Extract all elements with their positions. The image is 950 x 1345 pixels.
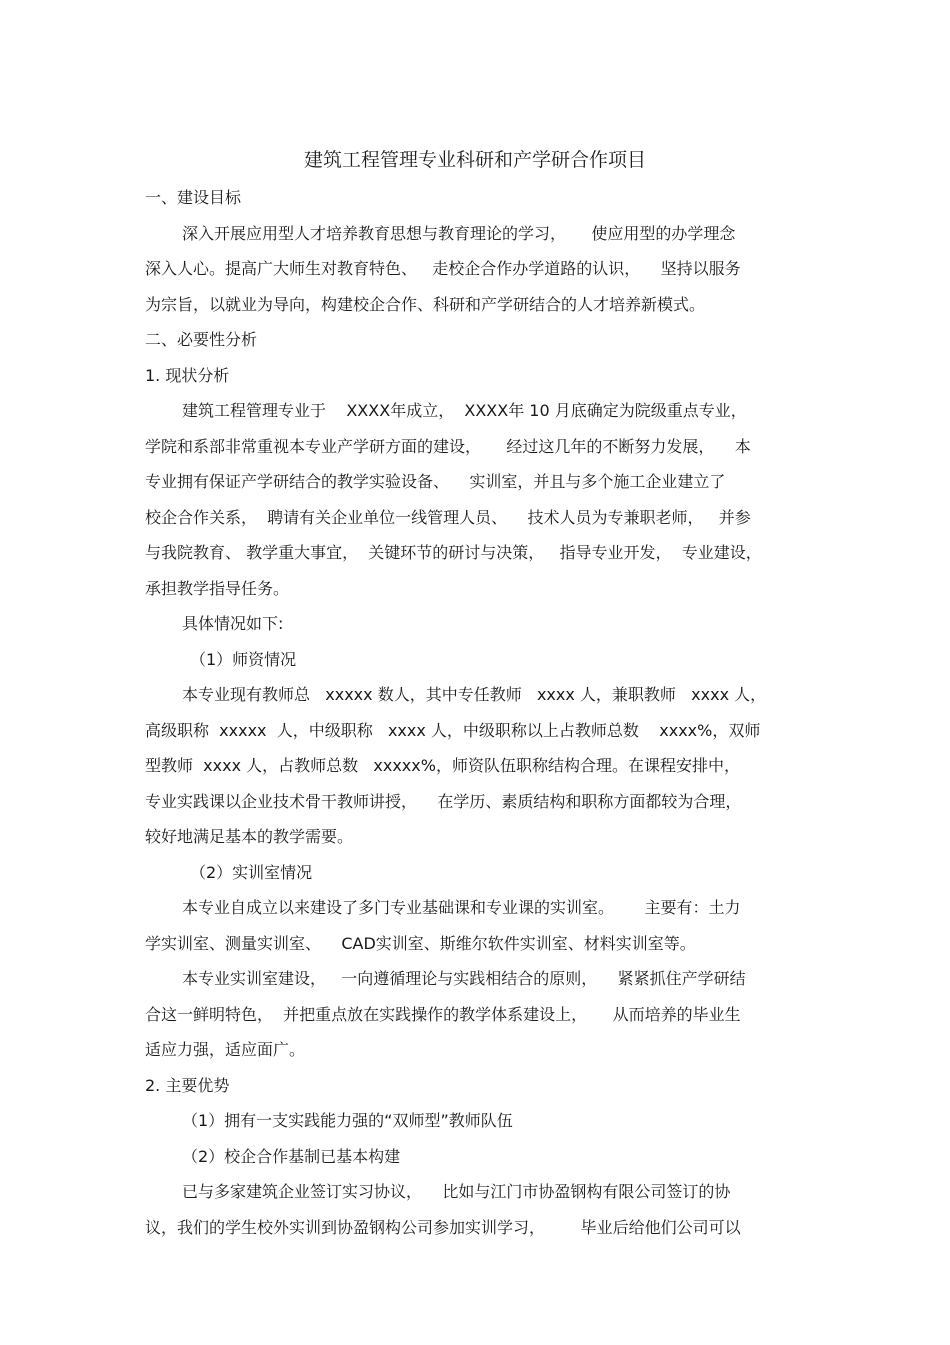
paragraph-line: （1）师资情况 [190,649,297,669]
paragraph-line: 本专业实训室建设， 一向遵循理论与实践相结合的原则， 紧紧抓住产学研结 [182,969,746,988]
paragraph-line: 校企合作关系， 聘请有关企业单位一线管理人员、 技术人员为专兼职老师， 并参 [145,507,751,527]
paragraph-line: 高级职称 xxxxx 人，中级职称 xxxx 人，中级职称以上占教师总数 xxxx%，双师 [145,720,761,740]
paragraph-line: 一、建设目标 [145,188,242,207]
paragraph-line: 专业实践课以企业技术骨干教师讲授， 在学历、素质结构和职称方面都较为合理， [145,791,742,811]
paragraph-line: 承担教学指导任务。 [145,578,290,598]
paragraph-line: （2）实训室情况 [190,862,313,882]
paragraph-line: 较好地满足基本的教学需要。 [145,827,354,846]
document-title: 建筑工程管理专业科研和产学研合作项目 [303,149,646,171]
paragraph-line: 二、必要性分析 [145,330,258,349]
paragraph-line: 建筑工程管理专业于 XXXX年成立， XXXX年 10 月底确定为院级重点专业， [182,401,747,420]
paragraph-line: 2. 主要优势 [145,1075,230,1095]
paragraph-line: 深入开展应用型人才培养教育思想与教育理论的学习， 使应用型的办学理念 [182,223,736,243]
paragraph-line: 具体情况如下: [182,614,284,633]
paragraph-line: 已与多家建筑企业签订实习协议， 比如与江门市协盈钢构有限公司签订的协 [182,1182,731,1201]
paragraph-line: （2）校企合作基制已基本构建 [182,1146,401,1166]
paragraph-line: 议，我们的学生校外实训到协盈钢构公司参加实训学习， 毕业后给他们公司可以 [145,1217,741,1237]
paragraph-line: 学院和系部非常重视本专业产学研方面的建设， 经过这几年的不断努力发展， 本 [145,436,751,456]
paragraph-line: 型教师 xxxx 人，占教师总数 xxxxx%，师资队伍职称结构合理。在课程安排中， [145,756,740,775]
paragraph-line: 合这一鲜明特色， 并把重点放在实践操作的教学体系建设上， 从而培养的毕业生 [145,1004,741,1024]
paragraph-line: 本专业自成立以来建设了多门专业基础课和专业课的实训室。 主要有：土力 [182,898,741,917]
paragraph-line: 适应力强，适应面广。 [145,1040,306,1059]
paragraph-line: 深入人心。提高广大师生对教育特色、 走校企合作办学道路的认识， 坚持以服务 [145,259,741,278]
paragraph-line: 1. 现状分析 [145,365,230,385]
paragraph-line: 专业拥有保证产学研结合的教学实验设备、 实训室，并且与多个施工企业建立了 [145,472,726,491]
paragraph-line: 本专业现有教师总 xxxxx 数人，其中专任教师 xxxx 人，兼职教师 xxxx 人， [182,685,767,704]
paragraph-line: 与我院教育、 教学重大事宜， 关键环节的研讨与决策， 指导专业开发， 专业建设， [145,543,762,562]
paragraph-line: （1）拥有一支实践能力强的“双师型”教师队伍 [182,1111,513,1130]
paragraph-line: 为宗旨，以就业为导向，构建校企合作、科研和产学研结合的人才培养新模式。 [145,294,706,314]
paragraph-line: 学实训室、测量实训室、 CAD实训室、斯维尔软件实训室、材料实训室等。 [145,933,696,953]
